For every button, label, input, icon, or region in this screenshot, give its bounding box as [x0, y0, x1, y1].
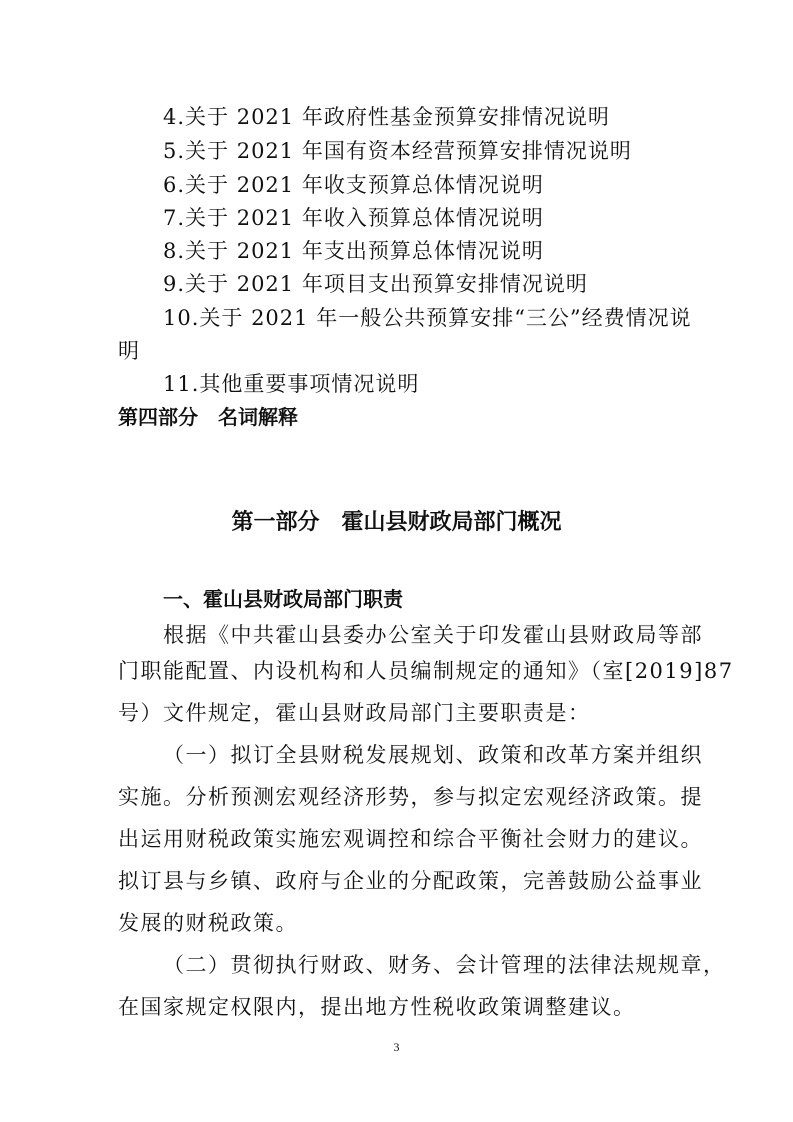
paragraph-line: 发展的财税政策。	[118, 911, 298, 935]
paragraph-line: 在国家规定权限内，提出地方性税收政策调整建议。	[118, 995, 636, 1019]
toc-item-5: 5.关于 2021 年国有资本经营预算安排情况说明	[163, 139, 632, 163]
toc-item-11: 11.其他重要事项情况说明	[163, 372, 420, 396]
toc-item-10-continued: 明	[118, 339, 139, 363]
toc-item-8: 8.关于 2021 年支出预算总体情况说明	[163, 239, 544, 263]
paragraph-line: 出运用财税政策实施宏观调控和综合平衡社会财力的建议。	[118, 827, 703, 851]
toc-item-4: 4.关于 2021 年政府性基金预算安排情况说明	[163, 105, 610, 129]
paragraph-line: 实施。分析预测宏观经济形势，参与拟定宏观经济政策。提	[118, 785, 703, 809]
toc-item-6: 6.关于 2021 年收支预算总体情况说明	[163, 173, 544, 197]
paragraph-line: 拟订县与乡镇、政府与企业的分配政策，完善鼓励公益事业	[118, 869, 703, 893]
toc-item-7: 7.关于 2021 年收入预算总体情况说明	[163, 206, 544, 230]
page-title: 第一部分 霍山县财政局部门概况	[231, 510, 562, 535]
paragraph-line: （一）拟订全县财税发展规划、政策和改革方案并组织	[163, 743, 703, 767]
paragraph-line: 号）文件规定，霍山县财政局部门主要职责是：	[118, 701, 591, 725]
section-heading-duties: 一、霍山县财政局部门职责	[163, 587, 403, 611]
paragraph-line: 根据《中共霍山县委办公室关于印发霍山县财政局等部	[163, 623, 703, 647]
paragraph-line: （二）贯彻执行财政、财务、会计管理的法律法规规章，	[163, 953, 726, 977]
toc-item-10: 10.关于 2021 年一般公共预算安排“三公”经费情况说	[163, 306, 692, 330]
paragraph-line: 门职能配置、内设机构和人员编制规定的通知》（室[2019]87	[118, 659, 734, 683]
toc-item-9: 9.关于 2021 年项目支出预算安排情况说明	[163, 272, 588, 296]
page-number: 3	[393, 1040, 400, 1054]
part-four-heading: 第四部分 名词解释	[118, 405, 298, 429]
